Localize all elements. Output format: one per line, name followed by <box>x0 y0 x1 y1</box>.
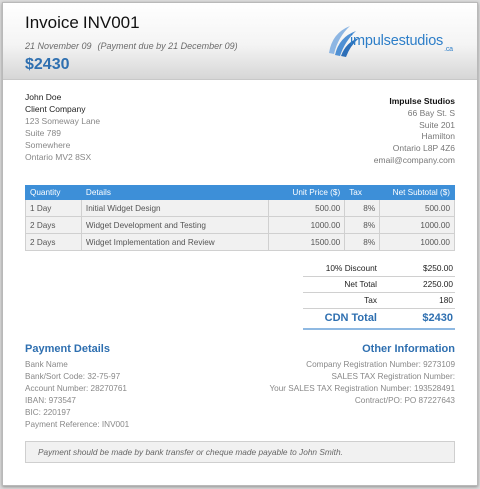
column-header-unit-price: Unit Price ($) <box>269 186 345 200</box>
cell-quantity: 2 Days <box>26 234 82 251</box>
client-company: Client Company <box>25 104 86 114</box>
net-total-label: Net Total <box>344 279 377 289</box>
payment-note-text: Payment should be made by bank transfer or cheque made payable to John Smith. <box>38 447 343 457</box>
grand-total-value: $2430 <box>422 312 453 324</box>
invoice-amount: $2430 <box>25 56 70 73</box>
company-address-line: Suite 201 <box>419 119 455 130</box>
discount-value: $250.00 <box>423 263 453 273</box>
other-information-title: Other Information <box>362 343 455 355</box>
cell-subtotal: 500.00 <box>380 200 455 217</box>
cell-unit-price: 1500.00 <box>269 234 345 251</box>
column-header-tax: Tax <box>345 186 380 200</box>
totals-block <box>303 261 455 330</box>
cell-details: Widget Development and Testing <box>81 217 268 234</box>
payment-line: Account Number: 28270761 <box>25 384 127 393</box>
other-line: Your SALES TAX Registration Number: 193528491 <box>269 384 455 393</box>
grand-total-label: CDN Total <box>324 312 377 324</box>
invoice-date: 21 November 09 <box>25 41 92 51</box>
company-address <box>374 96 455 167</box>
payment-note <box>25 441 455 463</box>
other-line: Company Registration Number: 9273109 <box>306 360 455 369</box>
client-name: John Doe <box>25 92 62 102</box>
other-line: Contract/PO: PO 87227643 <box>354 396 455 405</box>
client-address-line: 123 Someway Lane <box>25 116 101 126</box>
tax-value: 180 <box>439 295 453 305</box>
client-address-line: Suite 789 <box>25 128 61 138</box>
cell-tax: 8% <box>345 234 380 251</box>
company-address-line: Hamilton <box>421 131 455 142</box>
cell-tax: 8% <box>345 200 380 217</box>
table-row <box>26 217 455 234</box>
company-address-line: Ontario L8P 4Z6 <box>392 143 455 154</box>
invoice-dates <box>25 41 238 51</box>
table-header-row <box>26 186 455 200</box>
cell-details: Initial Widget Design <box>81 200 268 217</box>
client-address-line: Ontario MV2 8SX <box>25 152 92 162</box>
cell-tax: 8% <box>345 217 380 234</box>
grand-total-row <box>303 309 455 330</box>
other-line: SALES TAX Registration Number: <box>331 372 455 381</box>
tax-row <box>303 293 455 309</box>
client-address <box>25 91 100 163</box>
logo-suffix: .ca <box>444 46 453 53</box>
invoice-title <box>25 13 140 33</box>
cell-details: Widget Implementation and Review <box>81 234 268 251</box>
discount-label: 10% Discount <box>325 263 377 273</box>
payment-line: IBAN: 973547 <box>25 396 76 405</box>
invoice-header <box>3 3 477 80</box>
company-address-line: 66 Bay St. S <box>407 107 455 118</box>
net-total-value: 2250.00 <box>423 279 453 289</box>
payment-line: BIC: 220197 <box>25 408 71 417</box>
cell-unit-price: 500.00 <box>269 200 345 217</box>
tax-label: Tax <box>364 295 377 305</box>
company-logo <box>326 23 461 61</box>
due-date: (Payment due by 21 December 09) <box>97 41 238 51</box>
table-row <box>26 200 455 217</box>
discount-row <box>303 261 455 277</box>
invoice-page <box>2 2 478 486</box>
company-email: email@company.com <box>373 154 455 165</box>
logo-text <box>350 33 453 53</box>
other-information-list <box>269 359 455 407</box>
column-header-subtotal: Net Subtotal ($) <box>380 186 455 200</box>
client-address-line: Somewhere <box>25 140 71 150</box>
column-header-details: Details <box>81 186 268 200</box>
payment-line: Bank/Sort Code: 32-75-97 <box>25 372 121 381</box>
column-header-quantity: Quantity <box>26 186 82 200</box>
cell-quantity: 1 Day <box>26 200 82 217</box>
line-items-table <box>25 185 455 251</box>
invoice-title-label: Invoice <box>25 13 79 32</box>
company-name: Impulse Studios <box>389 96 455 106</box>
payment-details-list <box>25 359 129 431</box>
table-row <box>26 234 455 251</box>
invoice-number: INV001 <box>82 13 140 32</box>
logo-name: impulsestudios <box>350 33 444 49</box>
cell-unit-price: 1000.00 <box>269 217 345 234</box>
cell-subtotal: 1000.00 <box>380 217 455 234</box>
payment-line: Payment Reference: INV001 <box>25 420 130 429</box>
cell-quantity: 2 Days <box>26 217 82 234</box>
payment-line: Bank Name <box>25 360 68 369</box>
payment-details-title: Payment Details <box>25 343 110 355</box>
net-total-row <box>303 277 455 293</box>
cell-subtotal: 1000.00 <box>380 234 455 251</box>
